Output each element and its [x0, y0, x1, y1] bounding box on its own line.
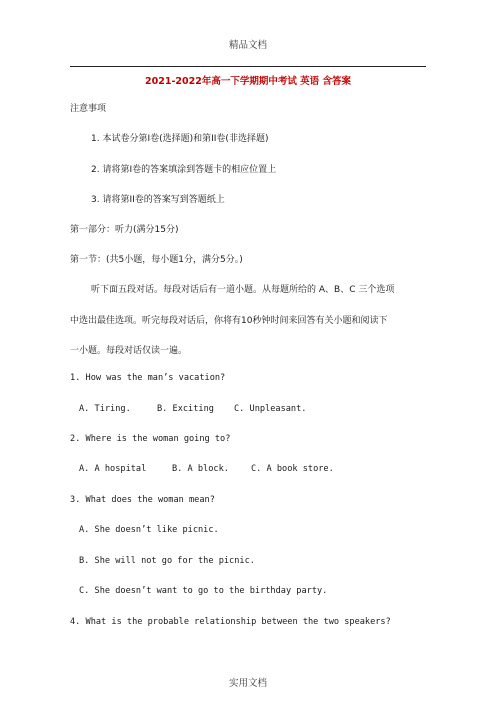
notice-item: 1. 本试卷分第Ⅰ卷(选择题)和第II卷(非选择题) — [91, 134, 269, 144]
answer-option: C. She doesn’t want to go to the birthday party. — [79, 586, 328, 596]
answer-option: B. Exciting — [157, 404, 214, 414]
part-heading: 第一部分：听力(满分15分) — [70, 225, 179, 235]
instruction-line: 中选出最佳选项。听完每段对话后，你将有10秒钟时间来回答有关小题和阅读下 — [70, 316, 388, 326]
answer-option: A. Tiring. — [79, 404, 131, 414]
question-stem: 3. What does the woman mean? — [70, 495, 215, 505]
notice-item: 2. 请将第Ⅰ卷的答案填涂到答题卡的相应位置上 — [91, 165, 277, 175]
question-stem: 2. Where is the woman going to? — [70, 434, 231, 444]
page-header: 精品文档 — [228, 40, 267, 51]
header-rule — [70, 66, 426, 67]
exam-title: 2021-2022年高一下学期期中考试 英语 含答案 — [145, 76, 351, 87]
section-heading: 第一节：(共5小题，每小题1分，满分5分。) — [70, 255, 243, 265]
answer-option: C. Unpleasant. — [234, 404, 307, 414]
answer-option: C. A book store. — [251, 464, 334, 474]
instruction-line: 一小题。每段对话仅读一遍。 — [70, 346, 188, 356]
notice-heading: 注意事项 — [70, 104, 107, 114]
answer-option: A. She doesn’t like picnic. — [79, 525, 219, 535]
answer-option: A. A hospital — [79, 464, 147, 474]
question-stem: 4. What is the probable relationship between the two speakers? — [70, 617, 391, 627]
question-stem: 1. How was the man’s vacation? — [70, 373, 226, 383]
page-footer: 实用文档 — [228, 678, 267, 689]
answer-option: B. She will not go for the picnic. — [79, 556, 255, 566]
instruction-line: 听下面五段对话。每段对话后有一道小题。从每题所给的 A、B、C 三个选项 — [91, 285, 395, 295]
notice-item: 3. 请将第II卷的答案写到答题纸上 — [91, 195, 225, 205]
answer-option: B. A block. — [172, 464, 229, 474]
